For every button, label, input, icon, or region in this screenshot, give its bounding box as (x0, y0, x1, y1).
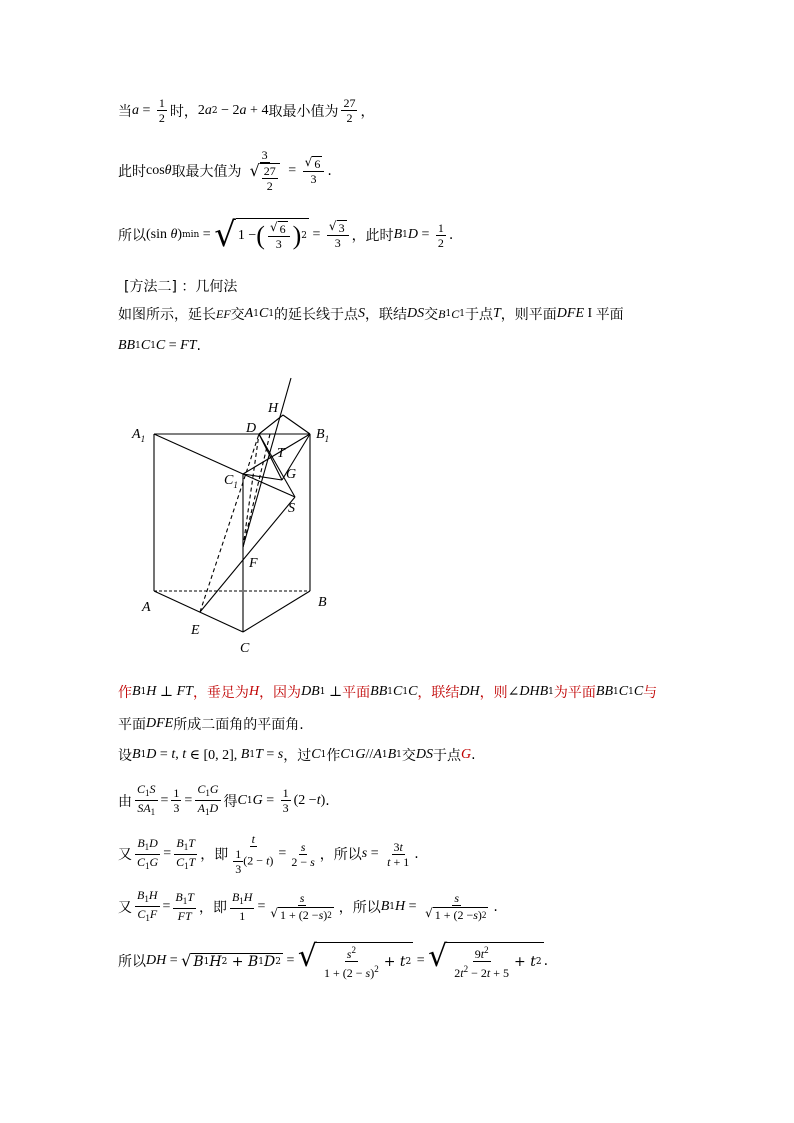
line-2: 此时 cos θ 取最大值为 3 √ $\frac{27}{2}$ = √ 6 3 . (118, 148, 332, 193)
line-9: 设 B 1 D = t , t ∈ [0, 2], B 1 T = s ，过 C 1 作 C 1 G // A 1 B 1 交 DS 于点 G . (118, 747, 476, 764)
line-1: 当 a = $\frac{1}{2}$ 时， 2 a 2 − 2 a + 4 取最小值为 $\frac{27}{2}$ ， (118, 96, 375, 125)
label-F: F (249, 556, 258, 571)
label-G: G (286, 467, 297, 482)
line-10: 由 $\frac{C_1S}{SA_1}$ = $\frac{1}{3}$ = $\frac{C_1G}{A_1D}$ 得 C 1 G = $\frac{1}{3}$ (2 − t ) . (118, 782, 330, 817)
line-8: 平面 DFE 所成二面角的平面角. (118, 716, 304, 733)
label-H: H (268, 401, 279, 416)
line-11: 又 $\frac{B_1D}{C_1G}$ = $\frac{B_1T}{C_1T}$ ，即 t $\frac{1}{3}$ (2 − t) = $\frac{s}{2 - s}$ ，所以 s = $\frac{3t}{t + 1}$ . (118, 832, 419, 876)
label-A1: $A_1$ (132, 427, 146, 444)
label-C1: $C_1$ (224, 473, 238, 490)
line-12: 又 $\frac{B_1H}{C_1F}$ = $\frac{B_1T}{FT}$ ，即 $\frac{B_1H}{1}$ = s √ 1 + (2 − s ) 2 ，所以 B 1 H = s √ 1 + (2 − s ) 2 . (118, 888, 498, 923)
line-6: BB 1 C 1 C = FT . (118, 338, 201, 354)
label-D: D (246, 421, 257, 436)
method-two-heading: [方法二] ：几何法 (124, 279, 238, 295)
line-3: 所以 (sin θ ) min = √ 1 − ( √ 6 3 ) 2 = √ 3 3 ，此时 B 1 D = $\frac{1}{2}$ . (118, 215, 454, 255)
label-A: A (142, 600, 151, 615)
label-S: S (288, 501, 295, 516)
prism-figure (128, 370, 358, 660)
label-B1: $B_1$ (316, 427, 330, 444)
label-E: E (191, 623, 200, 638)
line-7: 作 B 1 H ⊥ FT ，垂足为 H ，因为 DB 1 ⊥ 平面 BB 1 C 1 C ，联结 DH ，则 ∠ DHB 1 为平面 BB 1 C 1 C 与 (118, 684, 658, 701)
label-T: T (277, 446, 285, 461)
label-C: C (240, 641, 250, 656)
line-5: 如图所示，延长 EF 交 A 1 C 1 的延长线于点 S ，联结 DS 交 B 1 C 1 于点 T ，则平面 DFE I 平面 (118, 306, 624, 323)
line-13: 所以 DH = √ B 1 H 2 + B 1 D 2 = √ $\frac{s^2}{1 + (2 - s)^2}$ + t 2 = √ $\frac{9t^2}{2t^2 - 2t + 5}$ + t 2 . (118, 939, 549, 980)
label-B: B (318, 595, 327, 610)
